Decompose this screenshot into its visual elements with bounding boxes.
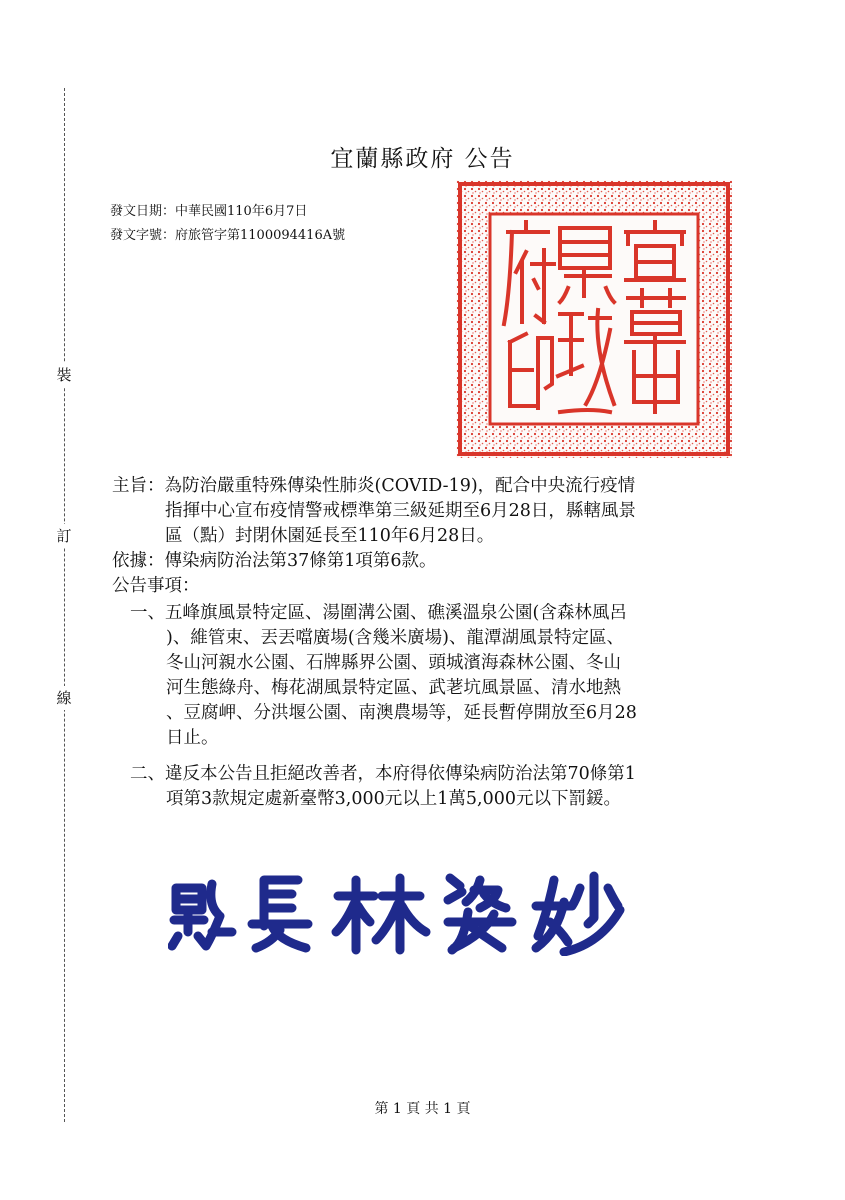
page-number: 第 1 頁 共 1 頁 bbox=[374, 1101, 471, 1117]
items-header: 公告事項： bbox=[112, 576, 200, 596]
document-number-label: 發文字號： bbox=[110, 228, 176, 243]
document-number-value: 府旅管字第1100094416A號 bbox=[175, 228, 346, 243]
item-1-number: 一、 bbox=[130, 603, 165, 623]
binding-mark-zhuang: 裝 bbox=[52, 363, 76, 387]
subject-line-3: 區（點）封閉休園延長至110年6月28日。 bbox=[165, 526, 495, 546]
document-title: 宜蘭縣政府 公告 bbox=[330, 146, 515, 172]
basis-line bbox=[112, 549, 437, 574]
item-1-line-3: 冬山河親水公園、石牌縣界公園、頭城濱海森林公園、冬山 bbox=[166, 653, 621, 673]
magistrate-signature-stamp bbox=[168, 866, 638, 956]
item-1-line-2: )、維管束、丟丟噹廣場(含幾米廣場)、龍潭湖風景特定區、 bbox=[166, 628, 624, 648]
item-1-line-1 bbox=[130, 601, 627, 626]
binding-line bbox=[64, 88, 65, 1122]
binding-mark-xian: 線 bbox=[52, 686, 76, 710]
item-1-line-6: 日止。 bbox=[166, 728, 219, 748]
basis-text: 傳染病防治法第37條第1項第6款。 bbox=[164, 551, 437, 571]
binding-mark-ding: 訂 bbox=[52, 524, 76, 548]
official-seal-stamp bbox=[456, 180, 732, 458]
item-2-line-1 bbox=[130, 762, 636, 787]
item-2-number: 二、 bbox=[130, 764, 165, 784]
basis-label: 依據： bbox=[112, 551, 165, 571]
issue-date-label: 發文日期： bbox=[110, 204, 176, 219]
issue-date bbox=[110, 204, 307, 220]
subject-line-2: 指揮中心宣布疫情警戒標準第三級延期至6月28日，縣轄風景 bbox=[165, 501, 636, 521]
subject-text-1: 為防治嚴重特殊傳染性肺炎(COVID-19)，配合中央流行疫情 bbox=[164, 476, 636, 496]
item-1-text-1: 五峰旗風景特定區、湯圍溝公園、礁溪溫泉公園(含森林風呂 bbox=[165, 603, 627, 623]
item-2-line-2: 項第3款規定處新臺幣3,000元以上1萬5,000元以下罰鍰。 bbox=[166, 789, 621, 809]
document-number bbox=[110, 228, 345, 244]
item-2-text-1: 違反本公告且拒絕改善者，本府得依傳染病防治法第70條第1 bbox=[165, 764, 636, 784]
issue-date-value: 中華民國110年6月7日 bbox=[175, 204, 308, 219]
subject-label: 主旨： bbox=[112, 476, 165, 496]
item-1-line-4: 河生態綠舟、梅花湖風景特定區、武荖坑風景區、清水地熱 bbox=[166, 678, 621, 698]
subject-line-1 bbox=[112, 474, 635, 499]
item-1-line-5: 、豆腐岬、分洪堰公園、南澳農場等，延長暫停開放至6月28 bbox=[166, 703, 637, 723]
